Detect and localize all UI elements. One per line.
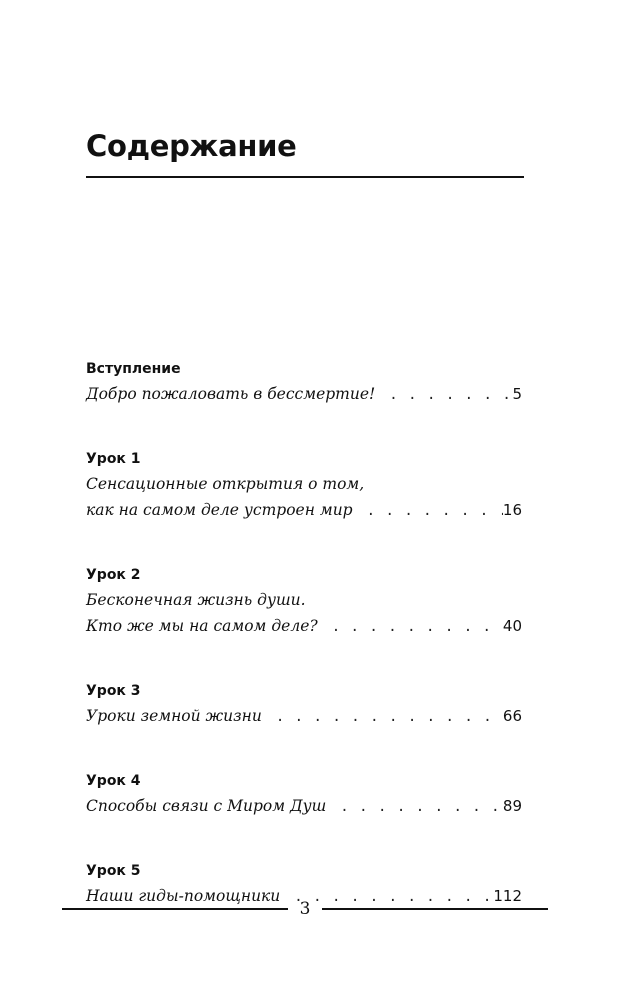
toc-entry[interactable] xyxy=(86,381,522,407)
toc-section-heading: Урок 4 xyxy=(86,773,141,789)
page-title: Содержание xyxy=(86,129,297,163)
toc-entry[interactable] xyxy=(86,497,522,523)
toc-dot-leader xyxy=(353,498,503,524)
toc-entry-title: Наши гиды-помощники xyxy=(86,887,281,905)
toc-section xyxy=(86,357,522,407)
toc-entry-title: Уроки земной жизни xyxy=(86,707,262,725)
toc-dot-leader xyxy=(318,614,503,640)
footer-rule-left xyxy=(62,908,288,910)
footer-page-number: 3 xyxy=(299,899,311,919)
title-divider xyxy=(86,176,524,178)
toc-page-number: 16 xyxy=(502,501,522,519)
footer-rule-right xyxy=(322,908,548,910)
toc-entry-title: Кто же мы на самом деле? xyxy=(86,617,318,635)
toc-section-heading: Урок 5 xyxy=(86,863,141,879)
toc-entry-title: как на самом деле устроен мир xyxy=(86,501,353,519)
page-footer xyxy=(62,897,548,921)
toc-page-number: 112 xyxy=(493,887,522,905)
toc-section xyxy=(86,447,522,523)
toc-section-heading: Урок 3 xyxy=(86,683,141,699)
toc-page-number: 89 xyxy=(502,797,522,815)
toc-entry-line: Сенсационные открытия о том, xyxy=(86,475,365,493)
toc-entry[interactable] xyxy=(86,613,522,639)
toc-section xyxy=(86,679,522,729)
toc-section xyxy=(86,563,522,639)
toc-page-number: 5 xyxy=(512,385,522,403)
toc-entry[interactable] xyxy=(86,793,522,819)
toc-dot-leader xyxy=(326,794,503,820)
toc-entry-title: Способы связи с Миром Душ xyxy=(86,797,327,815)
toc-page-number: 40 xyxy=(502,617,522,635)
toc-dot-leader xyxy=(262,704,503,730)
toc-dot-leader xyxy=(375,382,512,408)
toc-section-heading: Вступление xyxy=(86,361,181,377)
toc-page-number: 66 xyxy=(502,707,522,725)
toc-entry-line: Бесконечная жизнь души. xyxy=(86,591,306,609)
toc-entry-title: Добро пожаловать в бессмертие! xyxy=(86,385,376,403)
toc-section xyxy=(86,769,522,819)
table-of-contents xyxy=(86,357,522,909)
toc-section-heading: Урок 1 xyxy=(86,451,141,467)
toc-entry[interactable] xyxy=(86,703,522,729)
toc-section-heading: Урок 2 xyxy=(86,567,141,583)
